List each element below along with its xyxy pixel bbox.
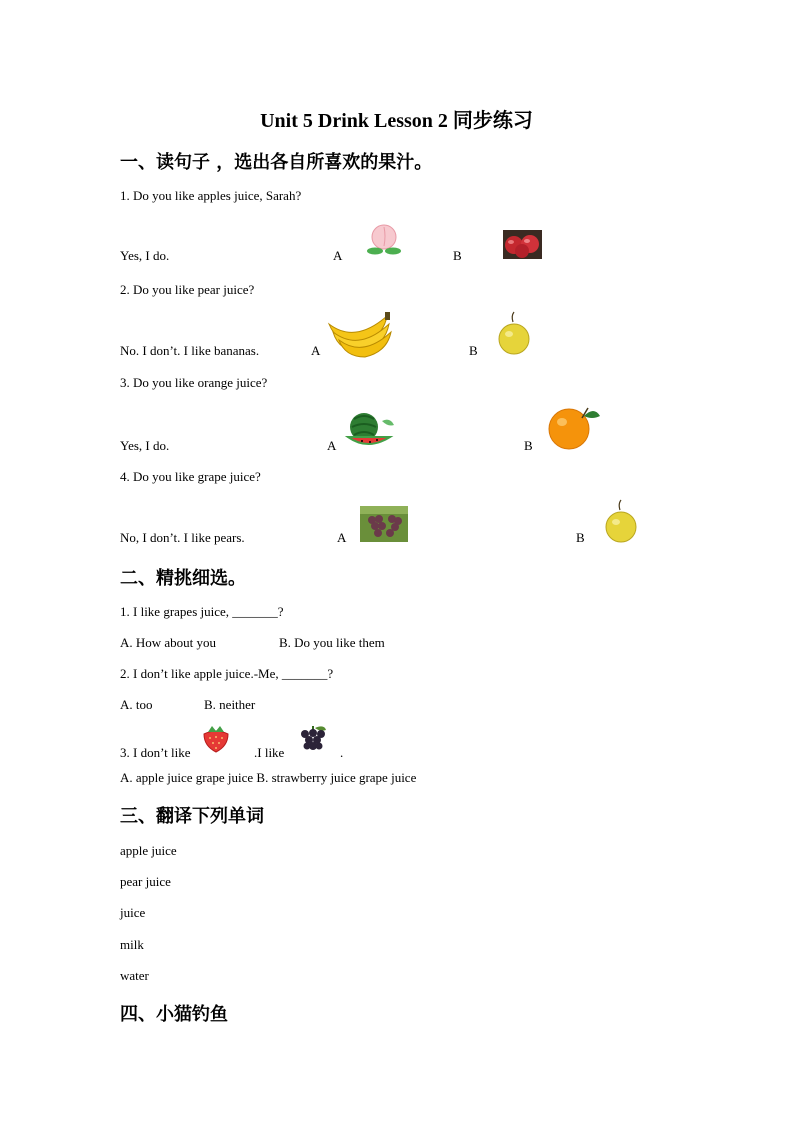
orange-icon [544,404,602,450]
section-2-heading: 二、精挑细选。 [120,568,246,589]
word-1: apple juice [120,843,177,858]
s2-q2-option-a: A. too [120,697,153,712]
word-4: milk [120,937,144,952]
word-2: pear juice [120,874,171,889]
section-4-heading: 四、小猫钓鱼 [120,1004,228,1025]
question-3: 3. Do you like orange juice? [120,375,268,390]
s2-q3-options: A. apple juice grape juice B. strawberry juice grape juice [120,770,417,785]
answer-3: Yes, I do. [120,438,170,453]
option-b-3: B [524,438,533,453]
grapes-icon [296,724,330,754]
bananas-icon [325,310,393,358]
word-3: juice [120,905,146,920]
s2-question-1: 1. I like grapes juice, _______? [120,604,284,619]
question-4: 4. Do you like grape juice? [120,469,261,484]
pear-icon [604,498,638,544]
option-a-1: A [333,248,343,263]
option-a-3: A [327,438,337,453]
s2-question-3-part3: . [340,745,344,760]
section-3-heading: 三、翻译下列单词 [120,806,264,827]
question-2: 2. Do you like pear juice? [120,282,255,297]
pear-icon [497,310,531,356]
option-a-4: A [337,530,347,545]
section-1-heading: 一、读句子 ，选出各自所喜欢的果汁。 [120,152,433,173]
watermelon-icon [344,411,396,449]
apples-icon [503,230,542,259]
s2-q2-option-b: B. neither [204,697,256,712]
s2-question-3-part1: 3. I don’t like [120,745,191,760]
peach-icon [364,222,404,258]
s2-q1-option-a: A. How about you [120,635,217,650]
answer-4: No, I don’t. I like pears. [120,530,245,545]
s2-q1-option-b: B. Do you like them [279,635,385,650]
option-b-1: B [453,248,462,263]
question-1: 1. Do you like apples juice, Sarah? [120,188,302,203]
s2-question-2: 2. I don’t like apple juice.-Me, _______? [120,666,334,681]
grapes-icon [360,506,408,542]
answer-1: Yes, I do. [120,248,170,263]
option-b-2: B [469,343,478,358]
s2-question-3-part2: .I like [254,745,285,760]
strawberry-icon [200,724,232,754]
answer-2: No. I don’t. I like bananas. [120,343,260,358]
word-5: water [120,968,149,983]
page-title: Unit 5 Drink Lesson 2 同步练习 [260,110,533,132]
option-a-2: A [311,343,321,358]
option-b-4: B [576,530,585,545]
